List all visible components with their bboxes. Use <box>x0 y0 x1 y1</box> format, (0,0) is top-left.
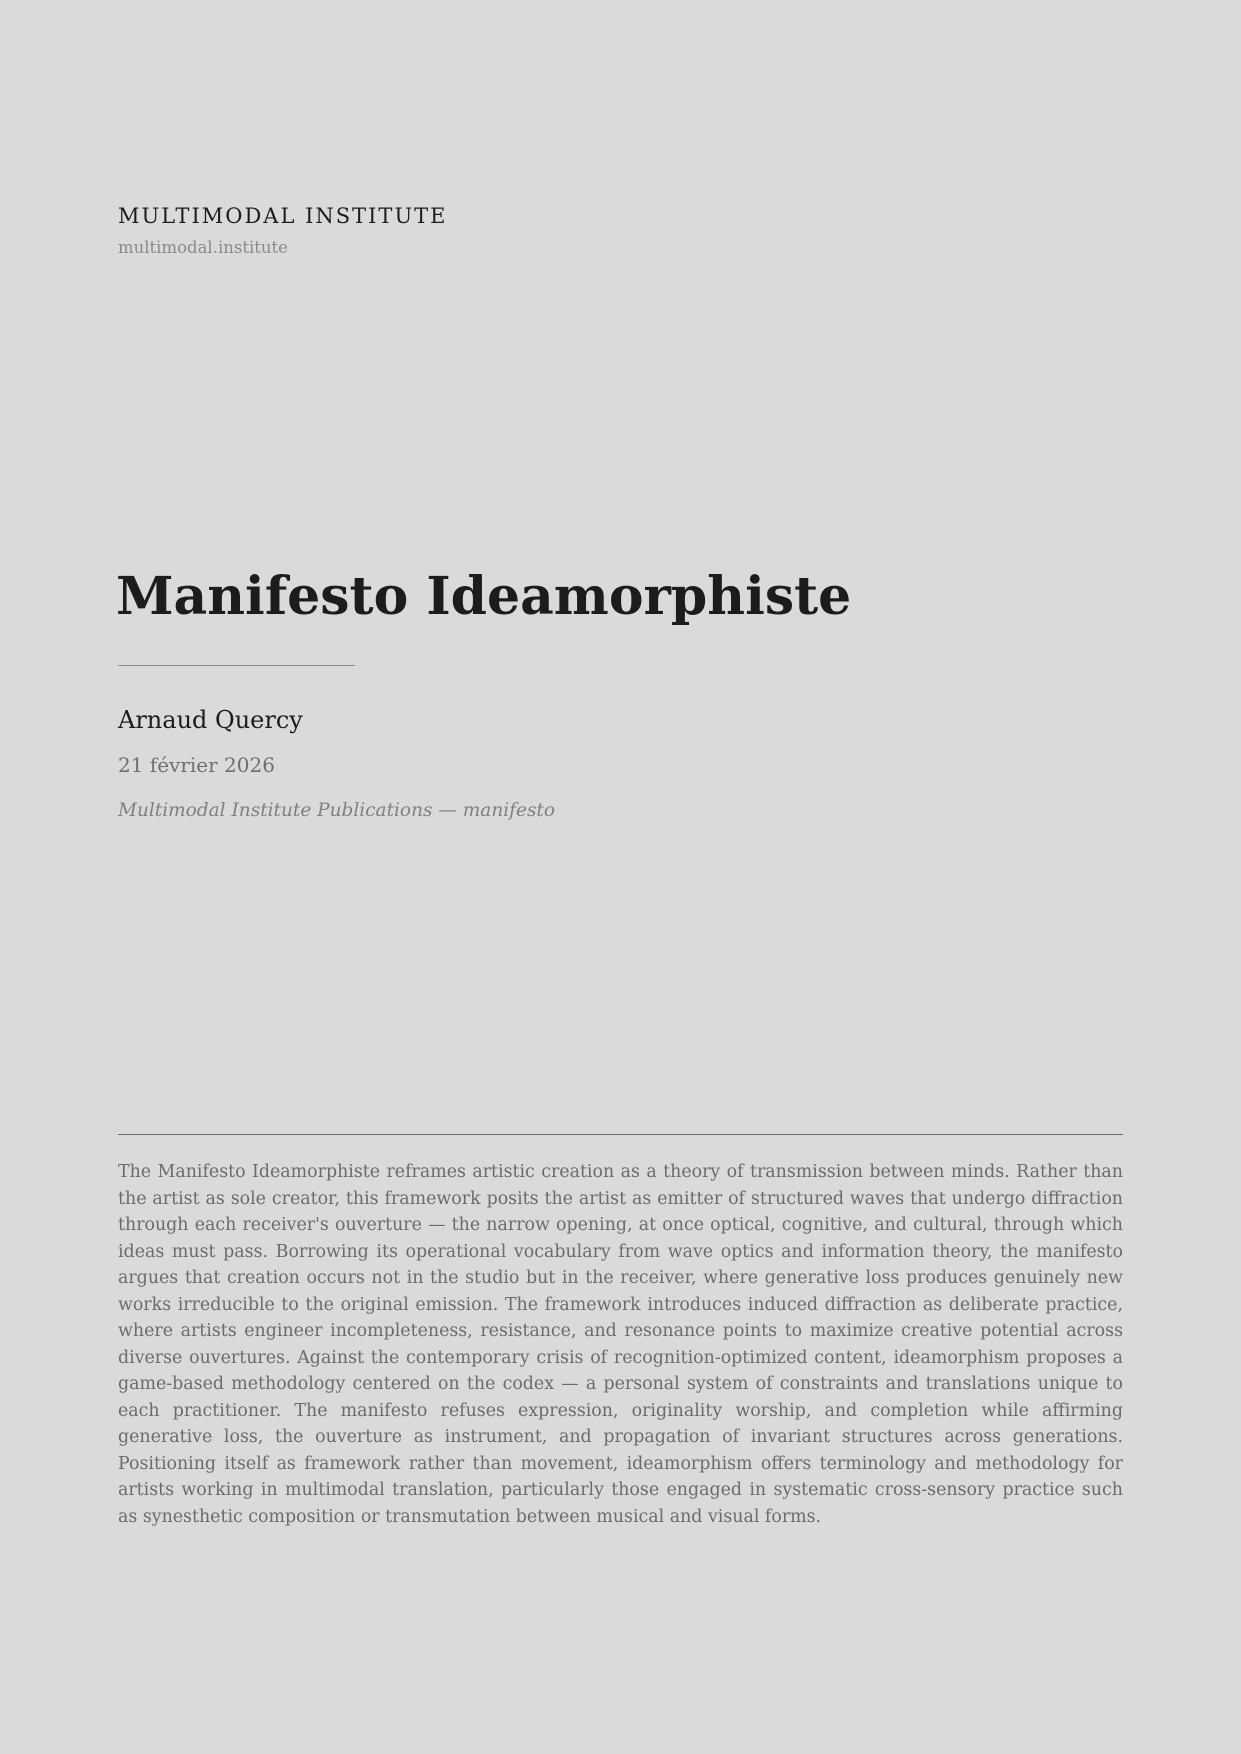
institute-name: MULTIMODAL INSTITUTE <box>118 204 448 228</box>
document-title: Manifesto Ideamorphiste <box>116 566 852 627</box>
publication-series: Multimodal Institute Publications — manifesto <box>118 800 556 821</box>
publication-date: 21 février 2026 <box>118 753 275 777</box>
author-name: Arnaud Quercy <box>118 706 303 734</box>
institute-url: multimodal.institute <box>118 238 288 257</box>
abstract-divider <box>118 1134 1123 1135</box>
abstract-text: The Manifesto Ideamorphiste reframes artistic creation as a theory of transmission between minds. Rather than the artist as sole creator, this framework posits the artist as emitter of structured waves that undergo diffraction through each receiver's ouverture — the narrow opening, at once optical, cognitive, and cultural, through which ideas must pass. Borrowing its operational vocabulary from wave optics and information theory, the manifesto argues that creation occurs not in the studio but in the receiver, where generative loss produces genuinely new works irreducible to the original emission. The framework introduces induced diffraction as deliberate practice, where artists engineer incompleteness, resistance, and resonance points to maximize creative potential across diverse ouvertures. Against the contemporary crisis of recognition-optimized content, ideamorphism proposes a game-based methodology centered on the codex — a personal system of constraints and translations unique to each practitioner. The manifesto refuses expression, originality worship, and completion while affirming generative loss, the ouverture as instrument, and propagation of invariant structures across generations. Positioning itself as framework rather than movement, ideamorphism offers terminology and methodology for artists working in multimodal translation, particularly those engaged in systematic cross-sensory practice such as synesthetic composition or transmutation between musical and visual forms. <box>118 1162 1123 1527</box>
title-divider <box>118 665 355 666</box>
